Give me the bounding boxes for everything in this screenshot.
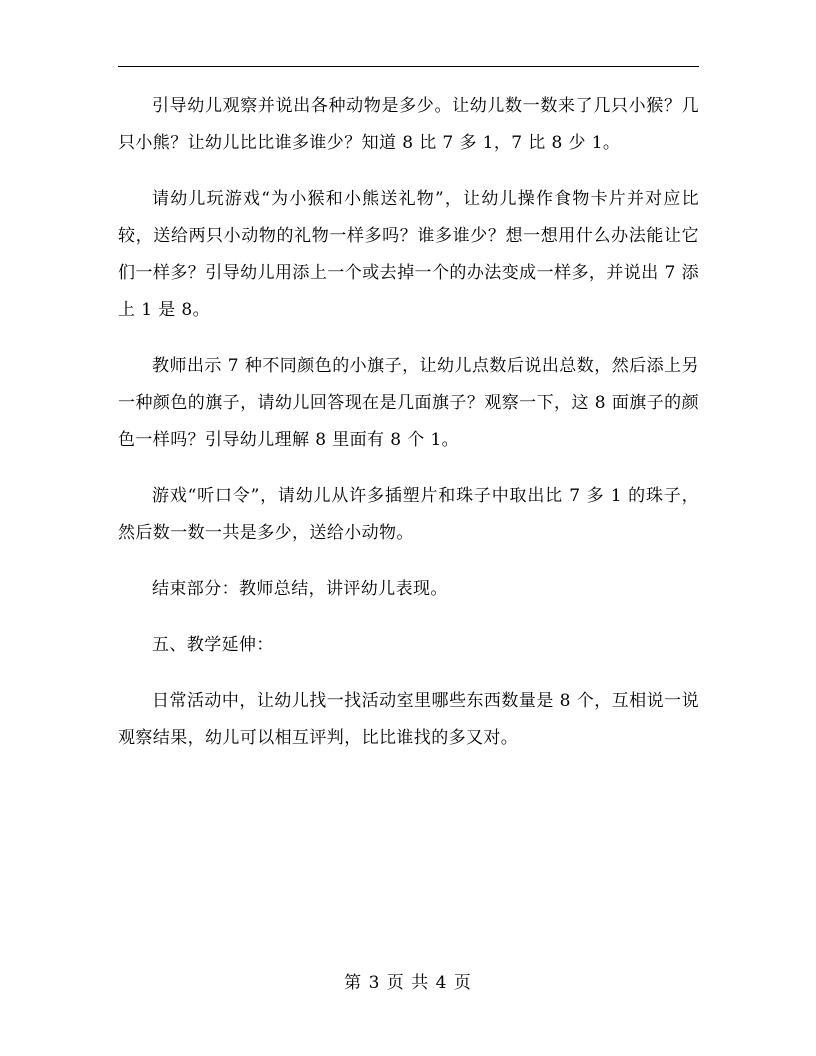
page-number-footer: 第 3 页 共 4 页 — [344, 973, 472, 993]
section-heading-extension: 五、教学延伸： — [152, 635, 274, 655]
document-body — [118, 88, 699, 776]
paragraph-listen-game: 游戏“听口令”，请幼儿从许多插塑片和珠子中取出比 7 多 1 的珠子，然后数一数一共是多少，送给小动物。 — [118, 486, 699, 543]
paragraph-flags: 教师出示 7 种不同颜色的小旗子，让幼儿点数后说出总数，然后添上另一种颜色的旗子，请幼儿回答现在是几面旗子？观察一下，这 8 面旗子的颜色一样吗？引导幼儿理解 8 里面有 8 个 1。 — [118, 356, 699, 450]
header-rule — [118, 66, 699, 67]
paragraph-observe-animals: 引导幼儿观察并说出各种动物是多少。让幼儿数一数来了几只小猴？几只小熊？让幼儿比比谁多谁少？知道 8 比 7 多 1，7 比 8 少 1。 — [118, 96, 699, 153]
paragraph-gift-game: 请幼儿玩游戏“为小猴和小熊送礼物”，让幼儿操作食物卡片并对应比较，送给两只小动物的礼物一样多吗？谁多谁少？想一想用什么办法能让它们一样多？引导幼儿用添上一个或去掉一个的办法变成一样多，并说出 7 添上 1 是 8。 — [118, 189, 699, 320]
paragraph-conclusion: 结束部分：教师总结，讲评幼儿表现。 — [152, 579, 448, 599]
paragraph-daily-activity: 日常活动中，让幼儿找一找活动室里哪些东西数量是 8 个，互相说一说观察结果，幼儿可以相互评判，比比谁找的多又对。 — [118, 691, 699, 748]
